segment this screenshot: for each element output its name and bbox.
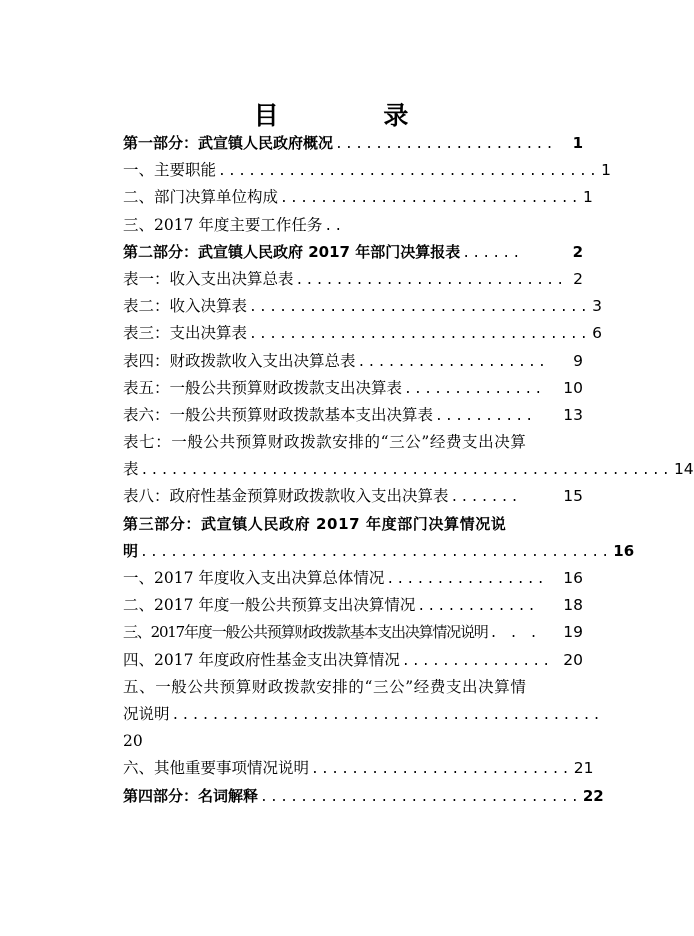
toc-entry[interactable] xyxy=(123,239,583,266)
toc-entry-page-number: 2 xyxy=(573,269,583,288)
toc-entry-page-number: 9 xyxy=(573,351,583,370)
toc-entry[interactable] xyxy=(123,565,583,592)
toc-entry-page-number: 22 xyxy=(582,786,604,805)
toc-entry-label: 表二：收入决算表 xyxy=(123,297,248,316)
toc-entry-leader: .......... xyxy=(435,408,536,424)
toc-entry-label: 况说明 xyxy=(123,704,170,723)
toc-entry-leader: ............... xyxy=(401,653,553,669)
toc-entry[interactable] xyxy=(123,674,583,701)
toc-entry-label: 三、2017 年度主要工作任务 xyxy=(123,215,323,234)
toc-entry-leader: .............. xyxy=(404,381,545,397)
toc-entry[interactable] xyxy=(123,511,583,538)
toc-entry-leader: .......................... xyxy=(311,762,572,778)
toc-entry-leader: ..................................................... xyxy=(140,463,672,479)
toc-entry[interactable] xyxy=(123,701,603,728)
toc-entry-leader: ...................... xyxy=(335,137,556,152)
toc-entry[interactable] xyxy=(123,266,583,293)
toc-entry[interactable] xyxy=(123,592,583,619)
toc-entry-leader: ............................................... xyxy=(140,544,612,560)
toc-entry-leader: ................................ xyxy=(260,789,581,805)
toc-entry-page-number: 21 xyxy=(573,759,594,778)
toc-entry-page-number: 13 xyxy=(563,405,583,424)
toc-entry-page-number: 16 xyxy=(563,569,583,587)
toc-entry-page-number: 15 xyxy=(563,487,583,506)
toc-entry-leader: .................................. xyxy=(249,300,590,316)
toc-entry-leader: . . . xyxy=(489,626,540,642)
toc-entry-label: 第三部分：武宣镇人民政府 2017 年度部门决算情况说 xyxy=(123,514,507,533)
toc-entry[interactable] xyxy=(123,157,612,184)
toc-entry-leader: ....... xyxy=(450,490,521,506)
toc-entry-page-number: 16 xyxy=(613,541,635,560)
toc-entry-page-number: 20 xyxy=(563,650,583,669)
toc-entry-leader: .............................. xyxy=(280,191,581,207)
toc-entry[interactable] xyxy=(123,130,583,157)
toc-entry[interactable] xyxy=(123,184,593,211)
toc-entry-label: 表三：支出决算表 xyxy=(123,324,248,343)
toc-entry-label: 一、2017 年度收入支出决算总体情况 xyxy=(123,569,385,587)
toc-entry-leader: ........................................... xyxy=(171,707,603,723)
toc-entry-label: 表七：一般公共预算财政拨款安排的“三公”经费支出决算 xyxy=(123,433,527,452)
toc-entry-leader: ............ xyxy=(417,599,538,615)
toc-entry-label: 二、部门决算单位构成 xyxy=(123,188,279,207)
toc-entry-page-number: 6 xyxy=(592,324,602,343)
page-title: 目 录 xyxy=(253,101,457,130)
toc-entry[interactable] xyxy=(123,293,602,320)
toc-entry-page-number: 1 xyxy=(601,161,612,180)
toc-entry[interactable] xyxy=(123,348,583,375)
toc-entry-page-number: 3 xyxy=(592,297,602,316)
toc-entry-label: 三、2017年度一般公共预算财政拨款基本支出决算情况说明 xyxy=(123,623,488,642)
toc-entry-label: 20 xyxy=(123,732,143,751)
toc-entry-label: 表一：收入支出决算总表 xyxy=(123,269,294,288)
toc-entry[interactable] xyxy=(123,755,594,782)
toc-entry-page-number: 2 xyxy=(572,242,583,261)
toc-entry[interactable] xyxy=(123,483,583,510)
toc-entry-label: 表六：一般公共预算财政拨款基本支出决算表 xyxy=(123,405,434,424)
toc-entry[interactable] xyxy=(123,728,583,755)
toc-entry[interactable] xyxy=(123,402,583,429)
toc-entry-page-number: 1 xyxy=(572,134,583,152)
toc-entry-page-number: 10 xyxy=(563,378,583,397)
toc-entry[interactable] xyxy=(123,320,602,347)
toc-entry-label: 表 xyxy=(123,460,139,479)
toc-entry-label: 六、其他重要事项情况说明 xyxy=(123,759,310,778)
toc-entry[interactable] xyxy=(123,429,583,456)
toc-entry[interactable] xyxy=(123,783,604,810)
toc-entry-label: 表五：一般公共预算财政拨款支出决算表 xyxy=(123,378,403,397)
toc-entry-label: 表八：政府性基金预算财政拨款收入支出决算表 xyxy=(123,487,449,506)
toc-entry[interactable] xyxy=(123,619,583,646)
toc-entry-leader: ...... xyxy=(462,245,523,261)
toc-entry-page-number: 18 xyxy=(563,596,583,615)
toc-entry-page-number: 19 xyxy=(563,623,583,642)
toc-entry[interactable] xyxy=(123,212,583,239)
toc-entry[interactable] xyxy=(123,647,583,674)
toc-entry[interactable] xyxy=(123,538,635,565)
toc-entry-leader: .. xyxy=(324,218,345,234)
toc-entry-leader: ................ xyxy=(386,572,547,587)
toc-entry-page-number: 1 xyxy=(582,188,593,207)
toc-entry-leader: ........................... xyxy=(295,272,567,288)
toc-entry-label: 明 xyxy=(123,541,139,560)
toc-entry[interactable] xyxy=(123,456,694,483)
toc-entry-label: 第二部分：武宣镇人民政府 2017 年部门决算报表 xyxy=(123,242,461,261)
toc-entry-leader: .................................. xyxy=(249,327,590,343)
toc-entry-leader: ................... xyxy=(357,354,549,370)
toc-entry-label: 四、2017 年度政府性基金支出决算情况 xyxy=(123,650,400,669)
toc-entry-label: 表四：财政拨款收入支出决算总表 xyxy=(123,351,356,370)
toc-entry-label: 二、2017 年度一般公共预算支出决算情况 xyxy=(123,596,416,615)
toc-entry[interactable] xyxy=(123,375,583,402)
toc-entry-page-number: 14 xyxy=(673,460,694,479)
toc-entry-label: 五、一般公共预算财政拨款安排的“三公”经费支出决算情 xyxy=(123,677,527,696)
toc-entry-leader: ...................................... xyxy=(218,164,600,180)
toc-entry-label: 第一部分：武宣镇人民政府概况 xyxy=(123,134,334,152)
toc-entry-label: 一、主要职能 xyxy=(123,161,217,180)
toc-entry-label: 第四部分：名词解释 xyxy=(123,786,259,805)
table-of-contents xyxy=(123,130,694,810)
